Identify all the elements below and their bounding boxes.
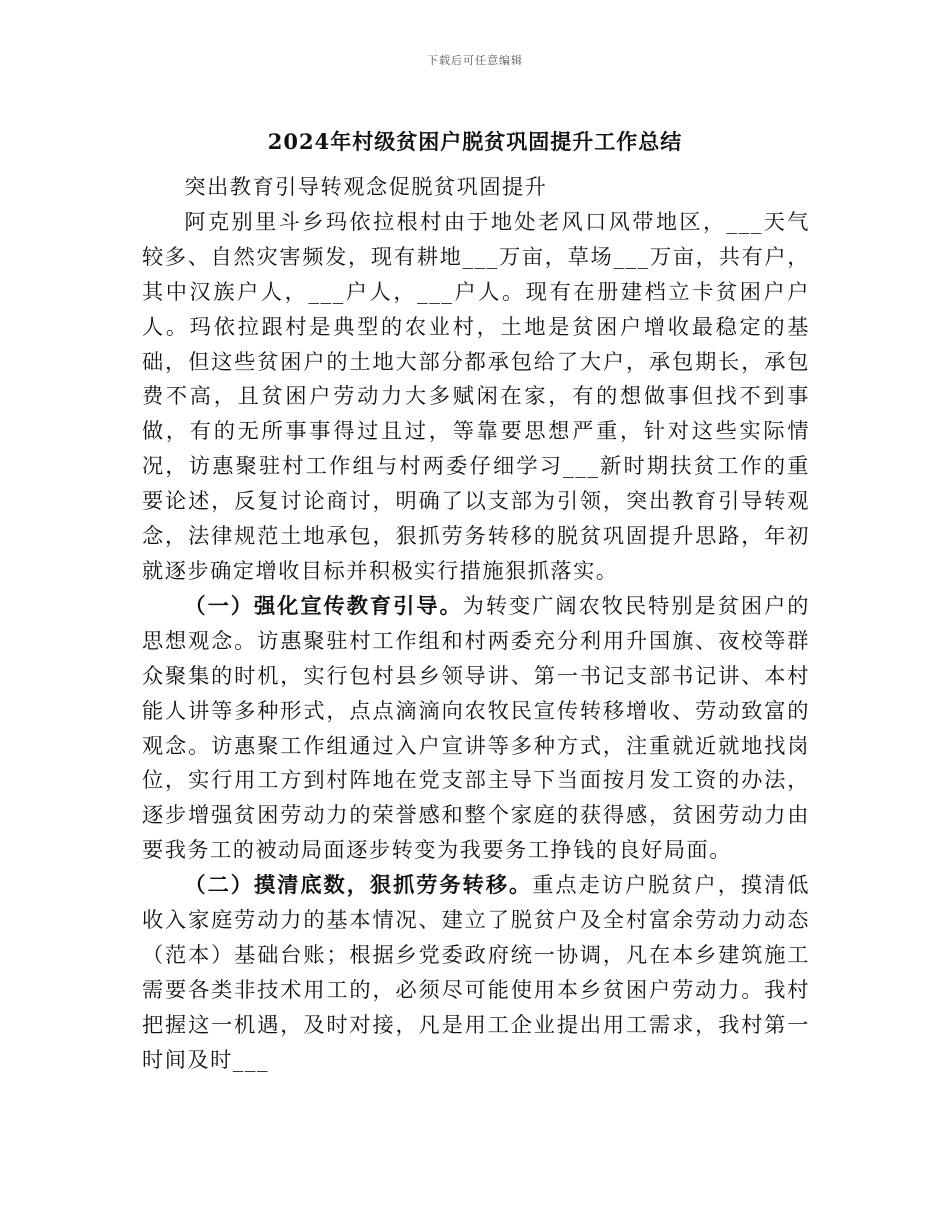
paragraph-text: 阿克别里斗乡玛依拉根村由于地处老风口风带地区，___天气较多、自然灾害频发，现有耕地___万亩，草场___万亩，共有户，其中汉族户人，___户人，___户人。现有在册建档立卡贫困户户人。玛依拉跟村是典型的农业村，土地是贫困户增收最稳定的基础，但这些贫困户的土地大部分都承包给了大户，承包期长，承包费不高，且贫困户劳动力大多赋闲在家，有的想做事但找不到事做，有的无所事事得过且过，等靠要思想严重，针对这些实际情况，访惠聚驻村工作组与村两委仔细学习___新时期扶贫工作的重要论述，反复讨论商讨，明确了以支部为引领，突出教育引导转观念，法律规范土地承包，狠抓劳务转移的脱贫巩固提升思路，年初就逐步确定增收目标并积极实行措施狠抓落实。	[142, 208, 810, 583]
paragraph-background	[142, 205, 810, 589]
section-heading: （一）强化宣传教育引导。	[184, 592, 463, 618]
paragraph-text: 重点走访户脱贫户，摸清低收入家庭劳动力的基本情况、建立了脱贫户及全村富余劳动力动态（范本）基础台账；根据乡党委政府统一协调，凡在本乡建筑施工需要各类非技术用工的，必须尽可能使用本乡贫困户劳动力。我村把握这一机遇，及时对接，凡是用工企业提出用工需求，我村第一时间及时___	[142, 872, 810, 1072]
document-title: 2024年村级贫困户脱贫巩固提升工作总结	[267, 129, 683, 154]
paragraph-section-1	[142, 589, 810, 868]
document-body	[142, 170, 810, 1078]
page-header-note: 下载后可任意编辑	[427, 54, 523, 67]
paragraph-section-2	[142, 868, 810, 1077]
paragraph-text: 突出教育引导转观念促脱贫巩固提升	[184, 174, 548, 199]
paragraph-text: 为转变广阔农牧民特别是贫困户的思想观念。访惠聚驻村工作组和村两委充分利用升国旗、夜校等群众聚集的时机，实行包村县乡领导讲、第一书记支部书记讲、本村能人讲等多种形式，点点滴滴向农牧民宣传转移增收、劳动致富的观念。访惠聚工作组通过入户宣讲等多种方式，注重就近就地找岗位，实行用工方到村阵地在党支部主导下当面按月发工资的办法，逐步增强贫困劳动力的荣誉感和整个家庭的获得感，贫困劳动力由要我务工的被动局面逐步转变为我要务工挣钱的良好局面。	[142, 592, 810, 863]
section-heading: （二）摸清底数，狠抓劳务转移。	[184, 872, 533, 898]
paragraph-subtitle	[142, 170, 810, 205]
